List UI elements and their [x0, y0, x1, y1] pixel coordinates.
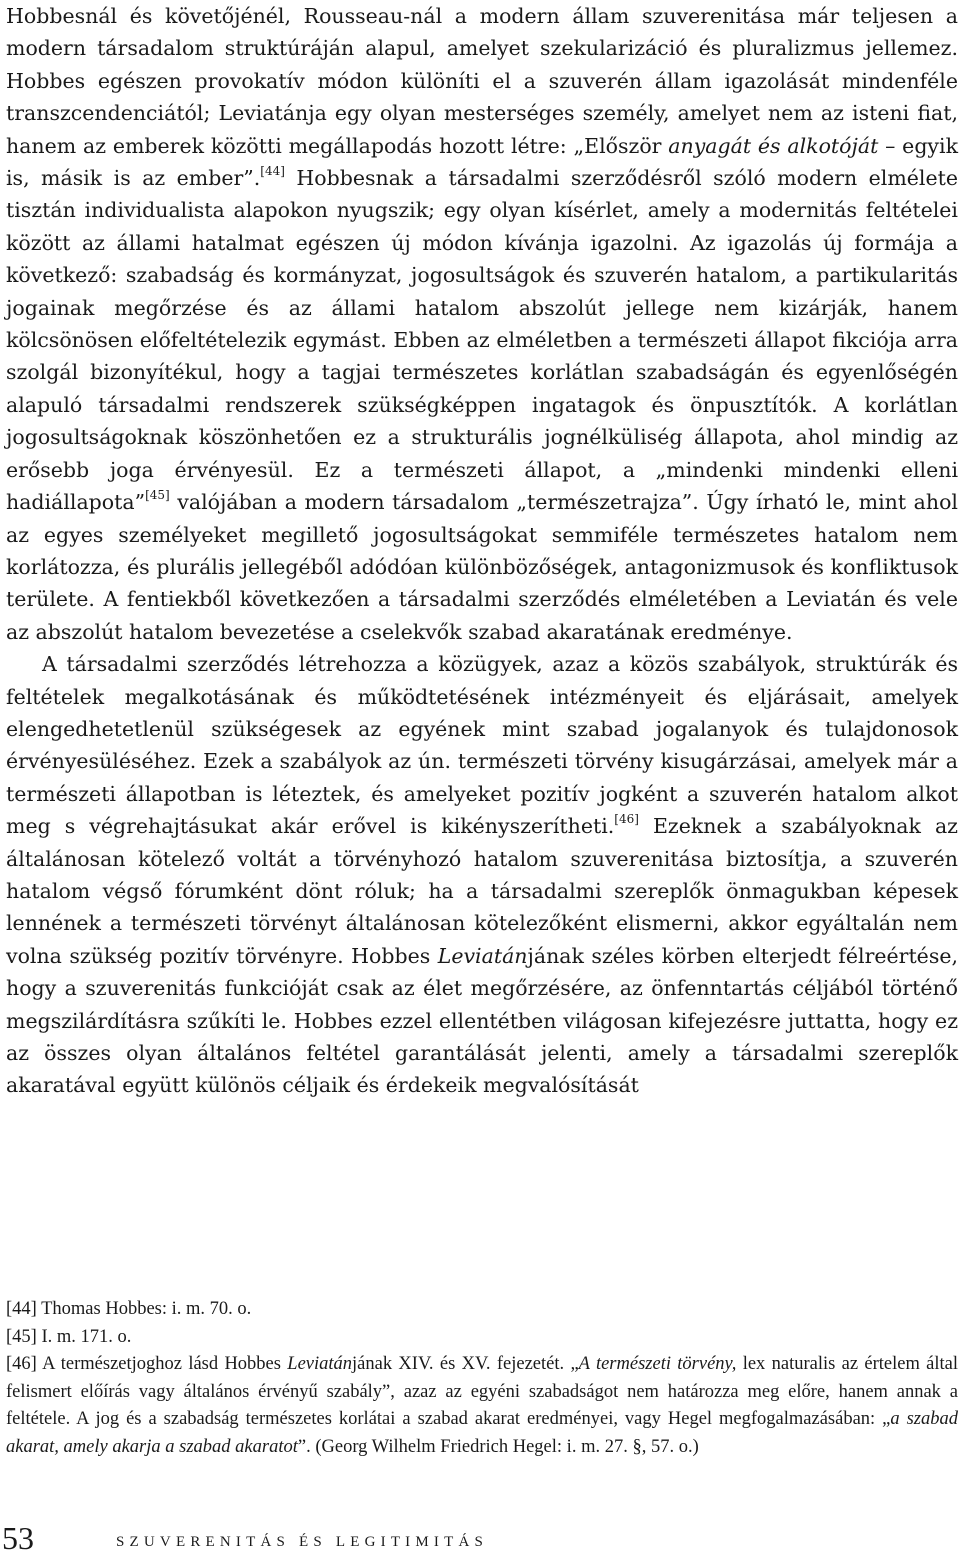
footnote-46-text-a: [46] A természetjoghoz lásd Hobbes	[6, 1354, 288, 1375]
footnote-45: [45] I. m. 171. o.	[6, 1326, 132, 1347]
paragraph-2	[6, 648, 958, 1102]
paragraph-1-text-d: valójában a modern társadalom „természetrajza”. Úgy írható le, mint ahol az egyes személyeket megillető jogosultságokat semmiféle természetes hatalom nem korlátozza, és plurális jellegéből adódóan különbözőségek, antagonizmusok és konfliktusok területe. A fentiekből következően a társadalmi szerződés elméletében a Leviatán és vele az abszolút hatalom bevezetése a cselekvők szabad akaratának eredménye.	[6, 490, 958, 644]
running-head: SZUVERENITÁS ÉS LEGITIMITÁS	[116, 1534, 489, 1550]
footnote-46-emphasis-b: A természeti törvény,	[578, 1354, 737, 1375]
paragraph-2-text-b: Ezeknek a szabályoknak az általánosan kötelező voltát a törvényhozó hatalom szuverenitása biztosítja, a szuverén hatalom végső fórumként dönt róluk; ha a társadalmi szereplők önmagukban képesek lennének a természeti törvényt általánosan kötelezőként elismerni, akkor egyáltalán nem volna szükség pozitív törvényre. Hobbes	[6, 814, 958, 968]
paragraph-1	[6, 0, 958, 648]
footnote-46-text-c: lex naturalis az értelem által felismert előírás vagy általános érvényű szabály”, azaz az egyéni szabadságot nem határozza meg előre, hanem annak a feltétele. A jog és a szabadság természetes korlátai a szabad akarat eredményei, vagy Hegel megfogalmazásában: „	[6, 1354, 959, 1430]
paragraph-1-text-a: Hobbesnál és követőjénél, Rousseau-nál a modern állam szuverenitása már teljesen a modern társadalom struktúráján alapul, amelyet szekularizáció és pluralizmus jellemez. Hobbes egészen provokatív módon különíti el a szuverén állam igazolását mindenféle transzcendenciától; Leviatánja egy olyan mesterséges személy, amelyet nem az isteni fiat, hanem az emberek közötti megállapodás hozott létre: „Először	[6, 4, 958, 158]
footnote-46-emphasis-a: Leviatán	[287, 1354, 353, 1375]
footnote-46-text-d: ”. (Georg Wilhelm Friedrich Hegel: i. m. 27. §, 57. o.)	[297, 1436, 699, 1457]
paragraph-1-emphasis: anyagát és alkotóját	[668, 133, 879, 158]
main-text	[6, 0, 958, 1102]
footnotes	[6, 1296, 958, 1462]
paragraph-2-emphasis: Leviatán	[437, 943, 528, 968]
footnote-44: [44] Thomas Hobbes: i. m. 70. o.	[6, 1299, 252, 1319]
paragraph-1-text-b: – egyik is, másik is az ember”.	[6, 133, 958, 191]
footnote-ref-46[interactable]: [46]	[614, 812, 639, 827]
footnote-46-emphasis-c: a szabad akarat, amely akarja a szabad akaratot	[6, 1409, 959, 1457]
footnote-ref-44[interactable]: [44]	[260, 164, 285, 179]
footnote-ref-45[interactable]: [45]	[145, 488, 170, 503]
paragraph-1-text-c: Hobbesnak a társadalmi szerződésről szóló modern elmélete tisztán individualista alapokon nyugszik; egy olyan kísérlet, amely a modernitás feltételei között az állami hatalmat egészen új módon kívánja igazolni. Az igazolás új formája a következő: szabadság és kormányzat, jogosultságok és szuverén hatalom, a partikularitás jogainak megőrzése és az állami hatalom abszolút jellege nem kizárják, hanem kölcsönösen előfeltételezik egymást. Ebben az elméletben a természeti állapot fikciója arra szolgál bizonyítékul, hogy a tagjai természetes korlátlan szabadságán és egyenlőségén alapuló társadalmi rendszerek szükségképpen ingatagok és önpusztítók. A korlátlan jogosultságoknak köszönhetően ez a strukturális jognélküliség állapota, ahol mindig az erősebb joga érvényesül. Ez a természeti állapot, a „mindenki mindenki elleni hadiállapota”	[6, 166, 958, 515]
footnote-46	[6, 1351, 958, 1461]
page-footer	[0, 1522, 960, 1554]
paragraph-2-text-c: jának széles körben elterjedt félreértése, hogy a szuverenitás funkcióját csak az élet megőrzésére, az önfenntartás céljából történő megszilárdításra szűkíti le. Hobbes ezzel ellentétben világosan kifejezésre juttatta, hogy ez az összes olyan általános feltétel garantálását jelenti, amely a társadalmi szereplők akaratával együtt különös céljaik és érdekeik megvalósítását	[6, 943, 958, 1098]
page-number: 53	[2, 1520, 34, 1556]
footnote-46-text-b: jának XIV. és XV. fejezetét. „	[352, 1354, 579, 1375]
paragraph-2-text-a: A társadalmi szerződés létrehozza a közügyek, azaz a közös szabályok, struktúrák és feltételek megalkotásának és működtetésének intézményeit és eljárásait, amelyek elengedhetetlenül szükségesek az egyének mint szabad jogalanyok és tulajdonosok érvényesüléséhez. Ezek a szabályok az ún. természeti törvény kisugárzásai, amelyek már a természeti állapotban is léteztek, és amelyeket pozitív jogként a szuverén hatalom alkot meg s végrehajtásukat akár erővel is kikényszerítheti.	[6, 652, 958, 839]
